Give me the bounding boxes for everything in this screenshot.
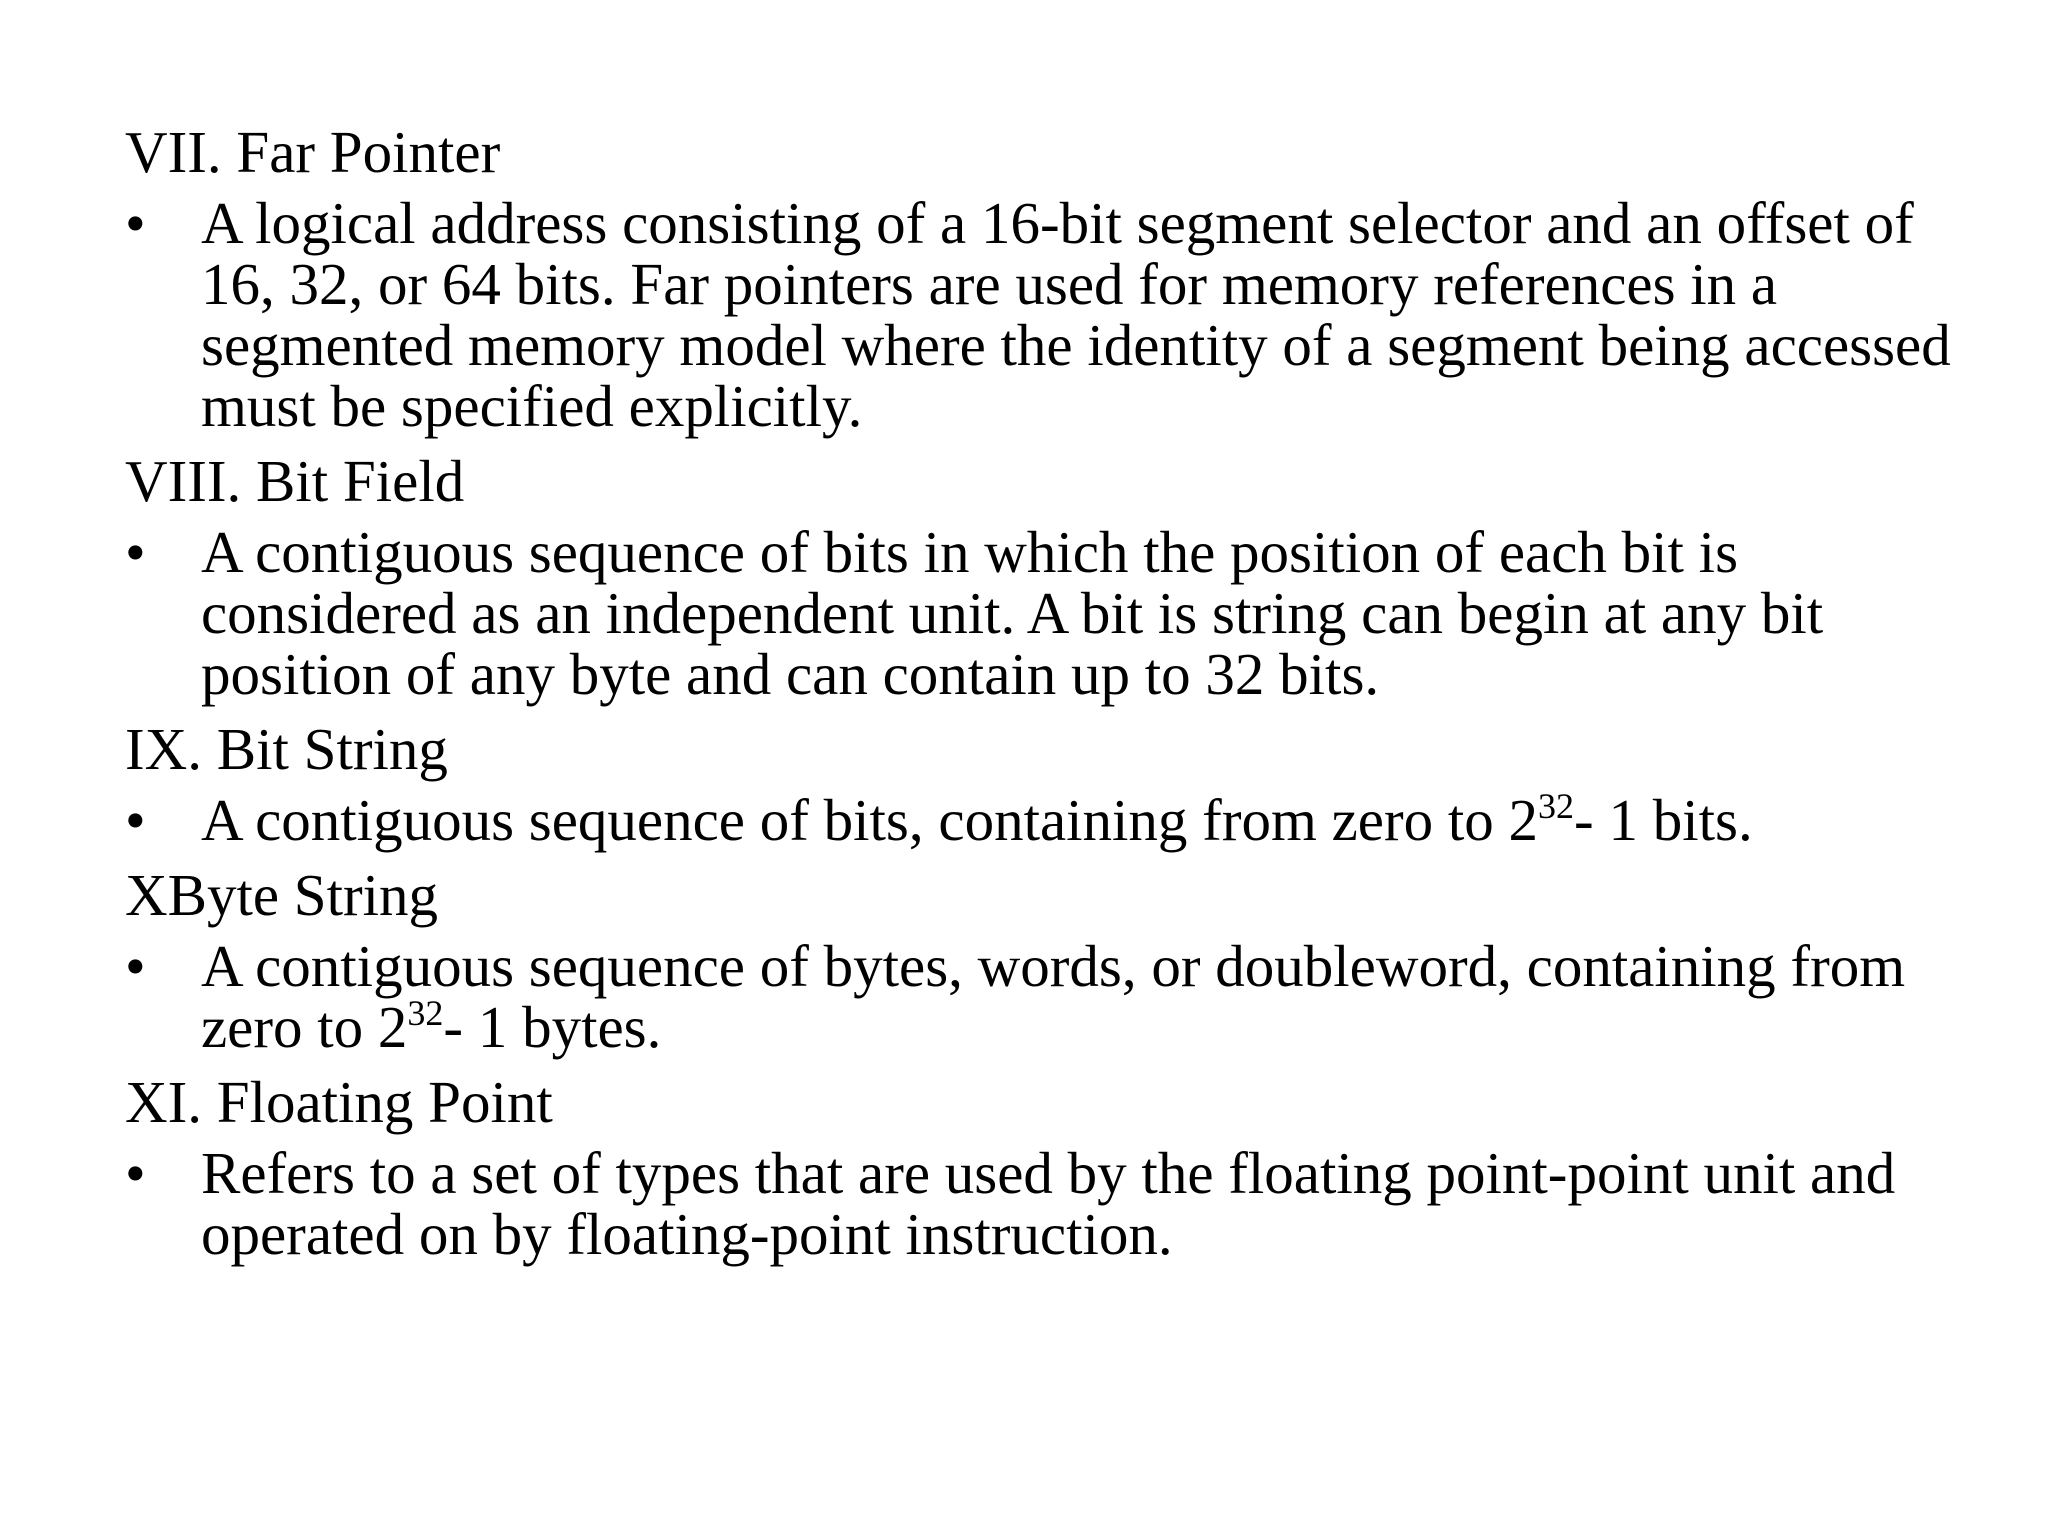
bullet-text-end: - 1 bits. — [1574, 787, 1753, 853]
bullet-item — [125, 933, 1965, 1060]
section-heading: VII. Far Pointer — [125, 119, 501, 185]
bullet-text: Refers to a set of types that are used by the floating point-point unit and operated on by floating-point instruction. — [201, 1140, 1896, 1267]
bullet-text-start: A contiguous sequence of bits, containing from zero to 2 — [201, 787, 1539, 853]
section-bit-field — [125, 448, 1965, 707]
section-byte-string — [125, 862, 1965, 1060]
bullet-text: A logical address consisting of a 16-bit segment selector and an offset of 16, 32, or 64 bits. Far pointers are used for memory references in a segmented memory model where the identity of a segment being accessed must be specified explicitly. — [201, 190, 1951, 439]
bullet-text-start: A contiguous sequence of bytes, words, or doubleword, containing from zero to 2 — [201, 933, 1906, 1060]
slide-content — [125, 119, 1965, 1279]
section-heading: XByte String — [125, 862, 439, 928]
bullet-icon: • — [125, 519, 146, 585]
superscript-exponent: 32 — [407, 993, 444, 1033]
section-heading: IX. Bit String — [125, 716, 448, 782]
superscript-exponent: 32 — [1538, 786, 1575, 826]
bullet-text: A contiguous sequence of bits in which the position of each bit is considered as an independent unit. A bit is string can begin at any bit position of any byte and can contain up to 32 bits. — [201, 519, 1824, 707]
bullet-item — [125, 519, 1965, 707]
bullet-item — [125, 1140, 1965, 1267]
bullet-item — [125, 786, 1965, 853]
section-heading: XI. Floating Point — [125, 1069, 553, 1135]
bullet-text — [201, 933, 1965, 1060]
bullet-icon: • — [125, 1140, 146, 1206]
section-floating-point — [125, 1069, 1965, 1267]
bullet-item — [125, 190, 1965, 439]
bullet-icon: • — [125, 787, 146, 853]
bullet-text-end: - 1 bytes. — [443, 994, 662, 1060]
section-heading: VIII. Bit Field — [125, 448, 465, 514]
section-bit-string — [125, 716, 1965, 853]
bullet-icon: • — [125, 190, 146, 256]
section-far-pointer — [125, 119, 1965, 439]
bullet-icon: • — [125, 933, 146, 999]
bullet-text — [201, 786, 1965, 853]
